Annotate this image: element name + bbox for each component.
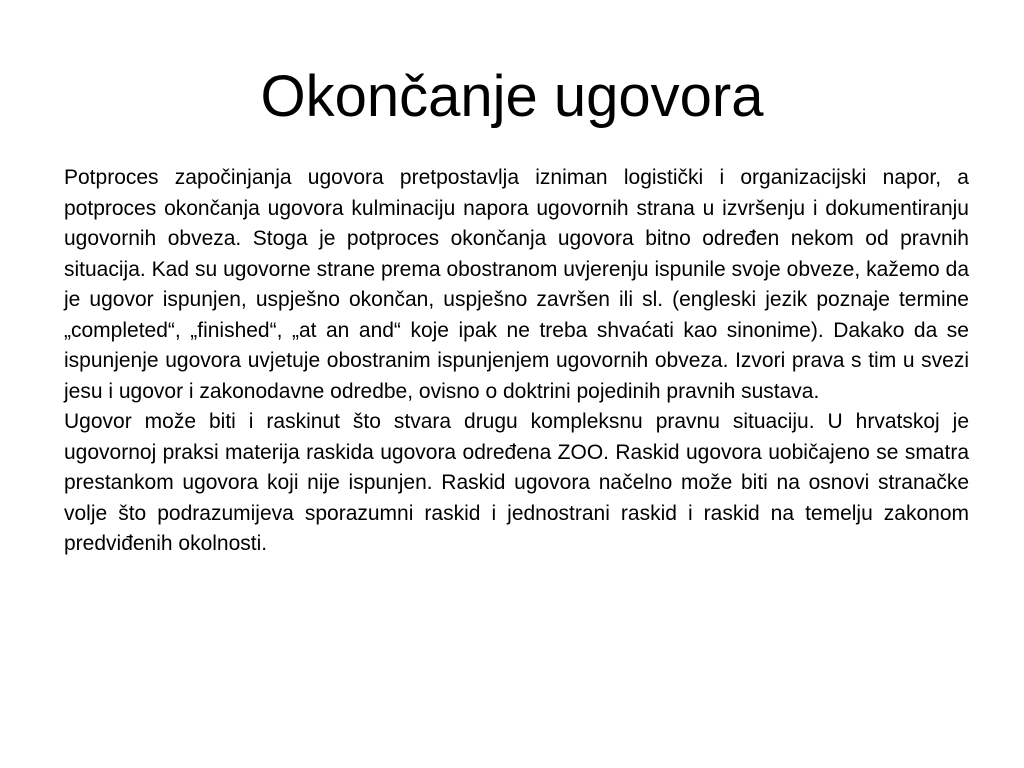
slide-body xyxy=(64,163,969,560)
slide-title: Okončanje ugovora xyxy=(260,64,764,129)
paragraph-2: Ugovor može biti i raskinut što stvara drugu kompleksnu pravnu situaciju. U hrvatskoj je ugovornoj praksi materija raskida ugovora određena ZOO. Raskid ugovora uobičajeno se smatra prestankom ugovora koji nije ispunjen. Raskid ugovora načelno može biti na osnovi stranačke volje što podrazumijeva sporazumni raskid i jednostrani raskid i raskid na temelju zakonom predviđenih okolnosti. xyxy=(64,410,969,555)
paragraph-1: Potproces započinjanja ugovora pretpostavlja izniman logistički i organizacijski napor, a potproces okončanja ugovora kulminaciju napora ugovornih strana u izvršenju i dokumentiranju ugovornih obveza. Stoga je potproces okončanja ugovora bitno određen nekom od pravnih situacija. Kad su ugovorne strane prema obostranom uvjerenju ispunile svoje obveze, kažemo da je ugovor ispunjen, uspješno okončan, uspješno završen ili sl. (engleski jezik poznaje termine „completed“, „finished“, „at an and“ koje ipak ne treba shvaćati kao sinonime). Dakako da se ispunjenje ugovora uvjetuje obostranim ispunjenjem ugovornih obveza. Izvori prava s tim u svezi jesu i ugovor i zakonodavne odredbe, ovisno o doktrini pojedinih pravnih sustava. xyxy=(64,166,969,403)
